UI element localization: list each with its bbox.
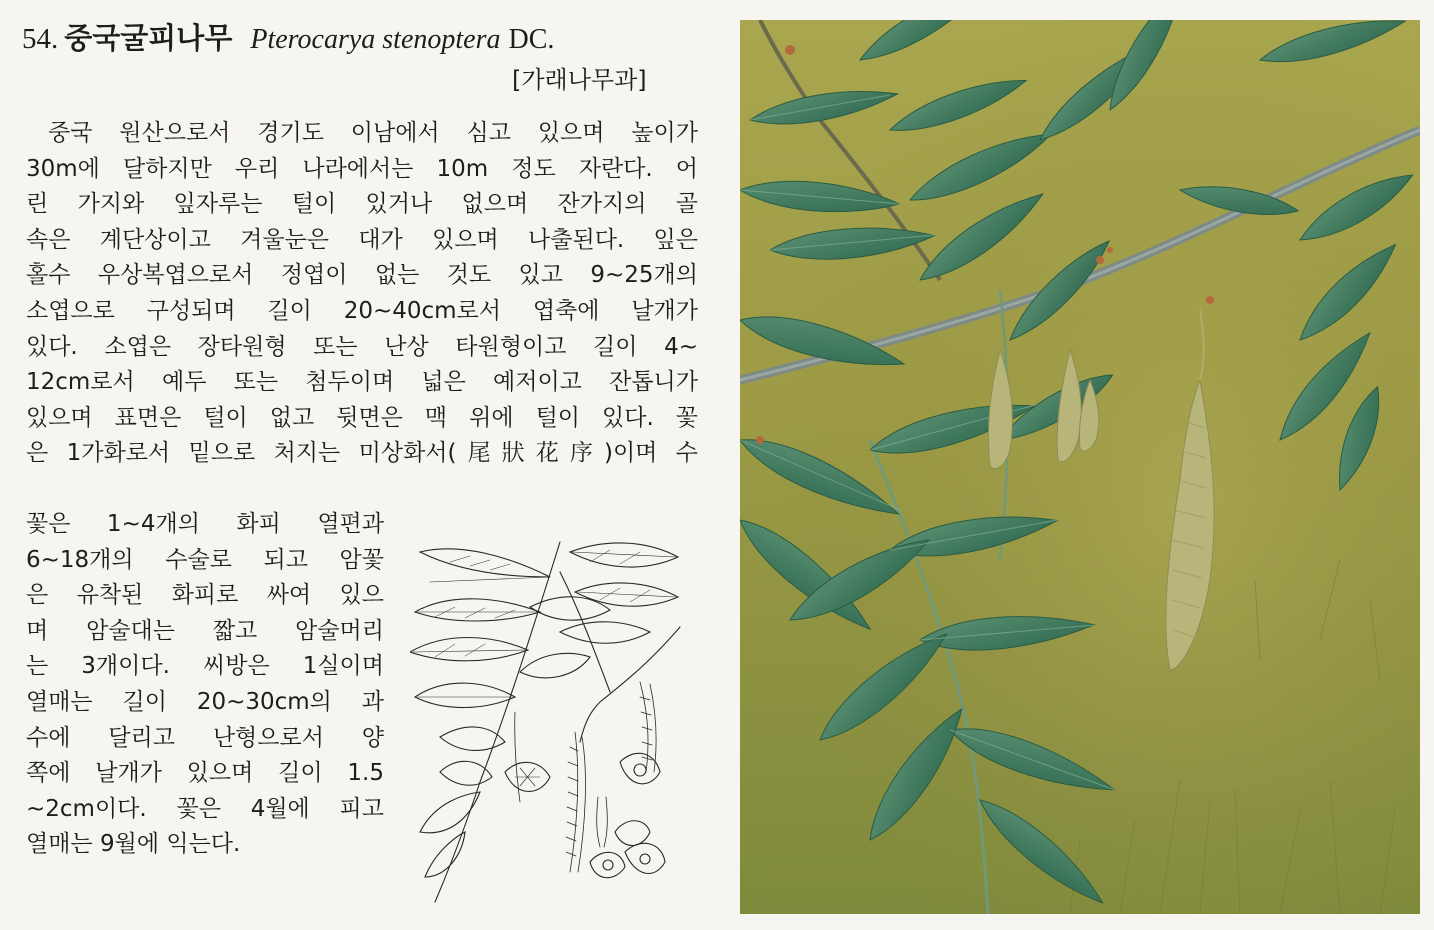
botanical-line-drawing-icon xyxy=(410,532,682,904)
text-line: ~2cm이다. 꽃은 4월에 피고 xyxy=(26,795,384,822)
leaf-branch-photo-icon xyxy=(740,20,1420,914)
text-line: 속은 계단상이고 겨울눈은 대가 있으며 나출된다. 잎은 xyxy=(26,226,698,253)
text-line: 홀수 우상복엽으로서 정엽이 없는 것도 있고 9~25개의 xyxy=(26,262,698,289)
text-line: 은 1가화로서 밑으로 처지는 미상화서(尾狀花序)이며 수 xyxy=(26,440,698,467)
text-line: 12cm로서 예두 또는 첨두이며 넓은 예저이고 잔톱니가 xyxy=(26,369,698,396)
text-line: 소엽으로 구성되며 길이 20~40cm로서 엽축에 날개가 xyxy=(26,297,698,324)
description-continued xyxy=(26,507,384,863)
text-line: 쪽에 날개가 있으며 길이 1.5 xyxy=(26,760,384,787)
text-line: 열매는 9월에 익는다. xyxy=(26,831,241,858)
text-line: 있으며 표면은 털이 없고 뒷면은 맥 위에 털이 있다. 꽃 xyxy=(26,404,698,431)
description-paragraph xyxy=(26,116,698,472)
scientific-name: Pterocarya stenoptera xyxy=(250,24,501,55)
text-line: 수에 달리고 난형으로서 양 xyxy=(26,724,384,751)
text-line: 며 암술대는 짧고 암술머리 xyxy=(26,617,384,644)
text-line: 는 3개이다. 씨방은 1실이며 xyxy=(26,653,384,680)
text-line: 은 유착된 화피로 싸여 있으 xyxy=(26,582,384,609)
text-line: 있다. 소엽은 장타원형 또는 난상 타원형이고 길이 4~ xyxy=(26,333,698,360)
text-line: 6~18개의 수술로 되고 암꽃 xyxy=(26,546,384,573)
botanical-drawing xyxy=(410,532,682,904)
entry-number: 54. xyxy=(22,23,59,55)
korean-name: 중국굴피나무 xyxy=(64,21,233,55)
text-line: 중국 원산으로서 경기도 이남에서 심고 있으며 높이가 xyxy=(48,120,698,146)
text-line: 꽃은 1~4개의 화피 열편과 xyxy=(26,511,384,537)
leaf-branch-photo xyxy=(740,20,1420,914)
author-abbrev: DC. xyxy=(508,24,555,55)
text-line: 열매는 길이 20~30cm의 과 xyxy=(26,688,384,715)
text-line: 30m에 달하지만 우리 나라에서는 10m 정도 자란다. 어 xyxy=(26,155,698,182)
text-line: 린 가지와 잎자루는 털이 있거나 없으며 잔가지의 골 xyxy=(26,191,698,218)
family-name: [가래나무과] xyxy=(512,66,647,94)
page-title xyxy=(22,16,554,57)
